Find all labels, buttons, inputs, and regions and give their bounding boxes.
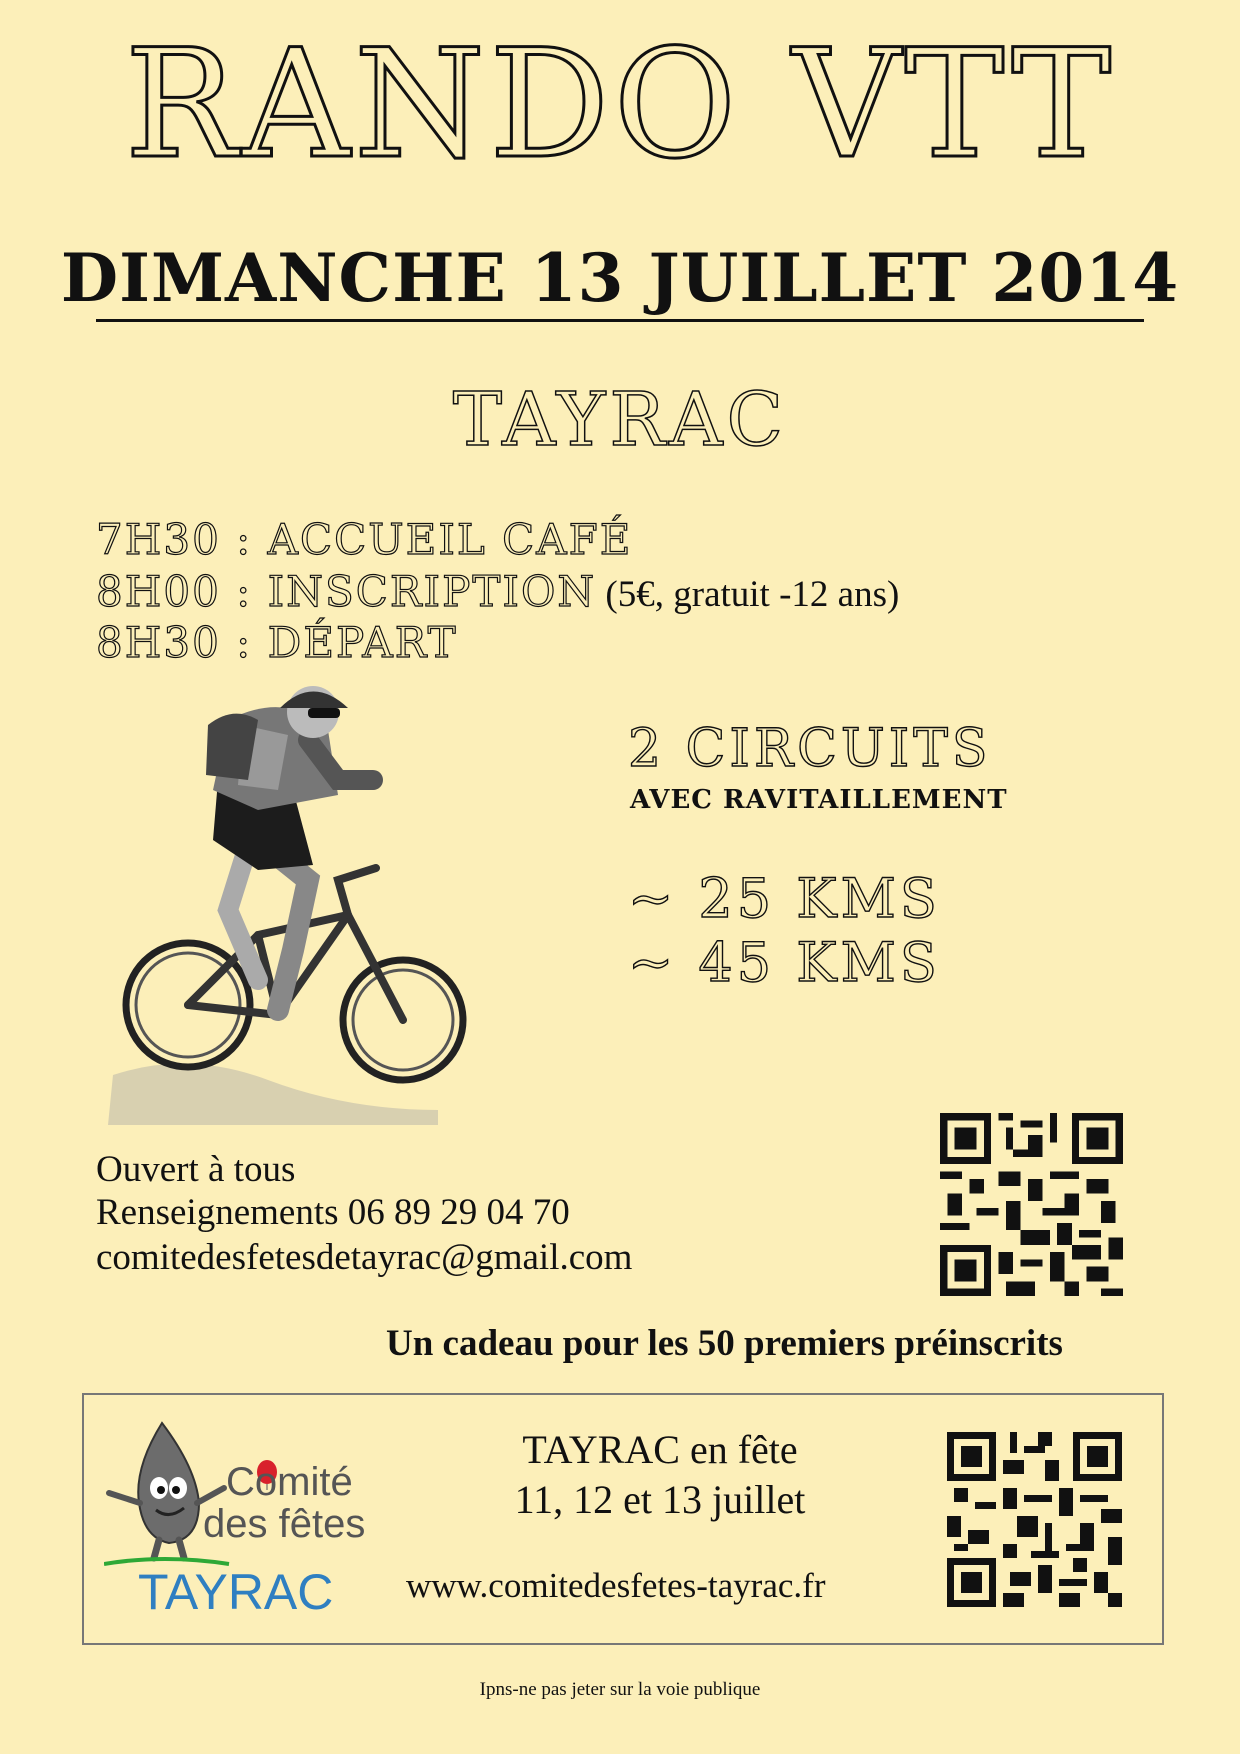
gift-notice: Un cadeau pour les 50 premiers préinscrits <box>386 1323 1063 1364</box>
schedule-time: 8H30 <box>96 618 221 667</box>
distance-long: ~ 45 KMS <box>628 931 941 994</box>
logo-text-des-fetes: des fêtes <box>203 1502 366 1546</box>
logo-text-comite: Comité <box>226 1460 353 1504</box>
schedule-time: 8H00 <box>96 567 221 616</box>
schedule-separator: : <box>220 618 268 667</box>
schedule-item-welcome <box>96 514 632 566</box>
circuits-subtitle: AVEC RAVITAILLEMENT <box>630 785 1008 815</box>
festival-dates: 11, 12 et 13 juillet <box>514 1477 806 1522</box>
circuits-title: 2 CIRCUITS <box>628 719 992 779</box>
event-location: TAYRAC <box>452 377 788 463</box>
poster-title: RANDO VTT <box>124 18 1116 192</box>
date-underline <box>96 319 1144 322</box>
logo-text-tayrac: TAYRAC <box>138 1564 334 1620</box>
info-phone: Renseignements 06 89 29 04 70 <box>96 1192 570 1233</box>
schedule-label: ACCUEIL CAFÉ <box>267 515 633 564</box>
event-date: DIMANCHE 13 JUILLET 2014 <box>60 239 1180 317</box>
schedule-label: INSCRIPTION <box>267 567 597 616</box>
open-to-all: Ouvert à tous <box>96 1149 296 1190</box>
schedule-item-start <box>96 617 458 669</box>
schedule-label: DÉPART <box>267 618 458 667</box>
qr-code-festival[interactable] <box>947 1432 1122 1607</box>
schedule-separator: : <box>220 567 268 616</box>
print-disclaimer: Ipns-ne pas jeter sur la voie publique <box>479 1679 761 1700</box>
schedule-separator: : <box>220 515 268 564</box>
distance-short: ~ 25 KMS <box>628 867 941 930</box>
contact-email: comitedesfetesdetayrac@gmail.com <box>96 1237 633 1278</box>
schedule-item-registration <box>96 566 899 621</box>
cyclist-photo <box>108 680 478 1125</box>
qr-code[interactable] <box>940 1113 1123 1296</box>
festival-title: TAYRAC en fête <box>522 1427 798 1472</box>
schedule-time: 7H30 <box>96 515 221 564</box>
registration-price-note: (5€, gratuit -12 ans) <box>596 574 900 615</box>
website-link[interactable]: www.comitedesfetes-tayrac.fr <box>406 1566 826 1605</box>
